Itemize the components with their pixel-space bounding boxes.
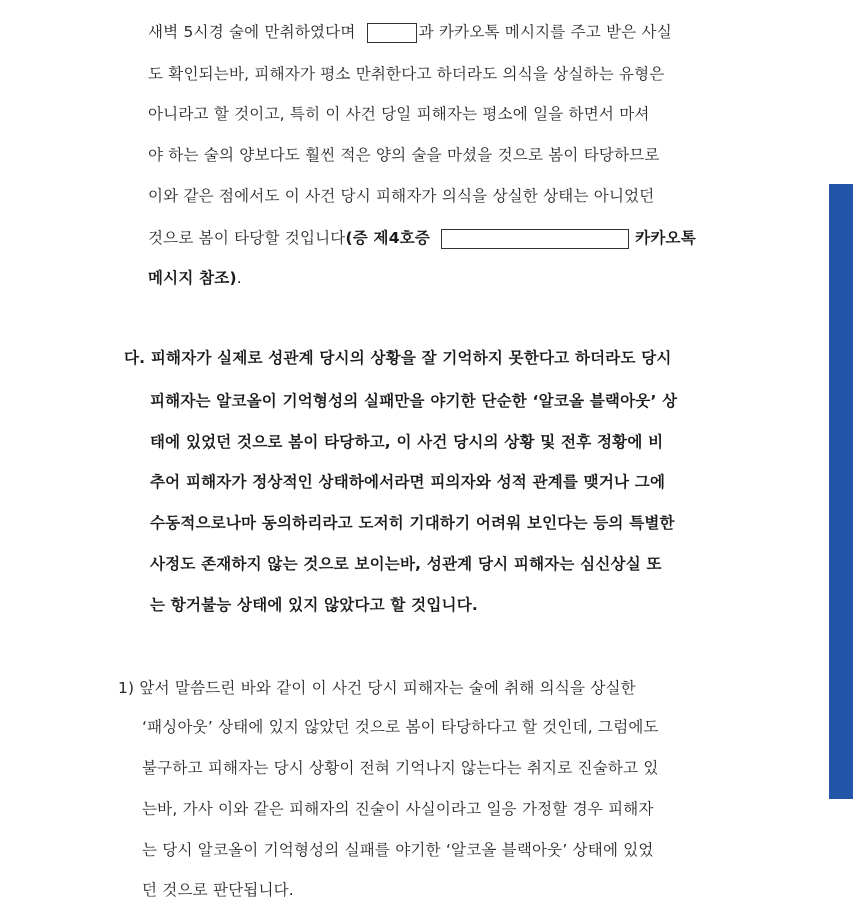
evidence-ref: (증 제4호증 (345, 229, 431, 247)
para3-line-6: 던 것으로 판단됩니다. (142, 881, 294, 899)
para1-line-6-text: 것으로 봄이 타당할 것입니다 (148, 229, 346, 247)
para1-line-7 (148, 268, 242, 288)
para2-line-4: 추어 피해자가 정상적인 상태하에서라면 피의자와 성적 관계를 맺거나 그에 (150, 473, 666, 491)
para1-line-1-text-a: 새벽 5시경 술에 만취하였다며 (148, 23, 356, 41)
redacted-evidence-box (441, 229, 629, 249)
para3-line-4: 는바, 가사 이와 같은 피해자의 진술이 사실이라고 일응 가정할 경우 피해자 (142, 800, 654, 818)
period: . (236, 269, 242, 287)
para2-line-6: 사정도 존재하지 않는 것으로 보이는바, 성관계 당시 피해자는 심신상실 또 (150, 555, 662, 573)
para3-line-1: 1) 앞서 말씀드린 바와 같이 이 사건 당시 피해자는 술에 취해 의식을 상실한 (118, 679, 636, 697)
para3-line-5: 는 당시 알코올이 기억형성의 실패를 야기한 ‘알코올 블랙아웃’ 상태에 있었 (142, 841, 654, 859)
redacted-name-box (367, 23, 417, 43)
para2-line-7: 는 항거불능 상태에 있지 않았다고 할 것입니다. (150, 596, 478, 614)
evidence-close-paren: ) (229, 269, 237, 287)
para3-line-3: 불구하고 피해자는 당시 상황이 전혀 기억나지 않는다는 취지로 진술하고 있 (142, 759, 659, 777)
para2-line-5: 수동적으로나마 동의하리라고 도저히 기대하기 어려워 보인다는 등의 특별한 (150, 514, 675, 532)
para1-line-5: 이와 같은 점에서도 이 사건 당시 피해자가 의식을 상실한 상태는 아니었던 (148, 187, 655, 205)
para3-line-2: ‘패싱아웃’ 상태에 있지 않았던 것으로 봄이 타당하다고 할 것인데, 그럼에도 (142, 718, 659, 736)
evidence-message-ref: 메시지 참조 (148, 269, 230, 287)
para1-line-1 (148, 22, 672, 43)
evidence-kakaotalk: 카카오톡 (635, 229, 696, 247)
para1-line-6 (148, 228, 696, 249)
para1-line-2: 도 확인되는바, 피해자가 평소 만취한다고 하더라도 의식을 상실하는 유형은 (148, 65, 665, 83)
para1-line-4: 야 하는 술의 양보다도 훨씬 적은 양의 술을 마셨을 것으로 봄이 타당하므로 (148, 146, 660, 164)
para2-line-1: 다. 피해자가 실제로 성관계 당시의 상황을 잘 기억하지 못한다고 하더라도 당시 (124, 349, 672, 367)
page-edge-blue-tab (829, 184, 853, 799)
para1-line-1-text-b: 과 카카오톡 메시지를 주고 받은 사실 (418, 23, 672, 41)
para2-line-3: 태에 있었던 것으로 봄이 타당하고, 이 사건 당시의 상황 및 전후 정황에 비 (150, 433, 664, 451)
para2-line-2: 피해자는 알코올이 기억형성의 실패만을 야기한 단순한 ‘알코올 블랙아웃’ 상 (150, 392, 678, 410)
para1-line-3: 아니라고 할 것이고, 특히 이 사건 당일 피해자는 평소에 일을 하면서 마셔 (148, 105, 650, 123)
